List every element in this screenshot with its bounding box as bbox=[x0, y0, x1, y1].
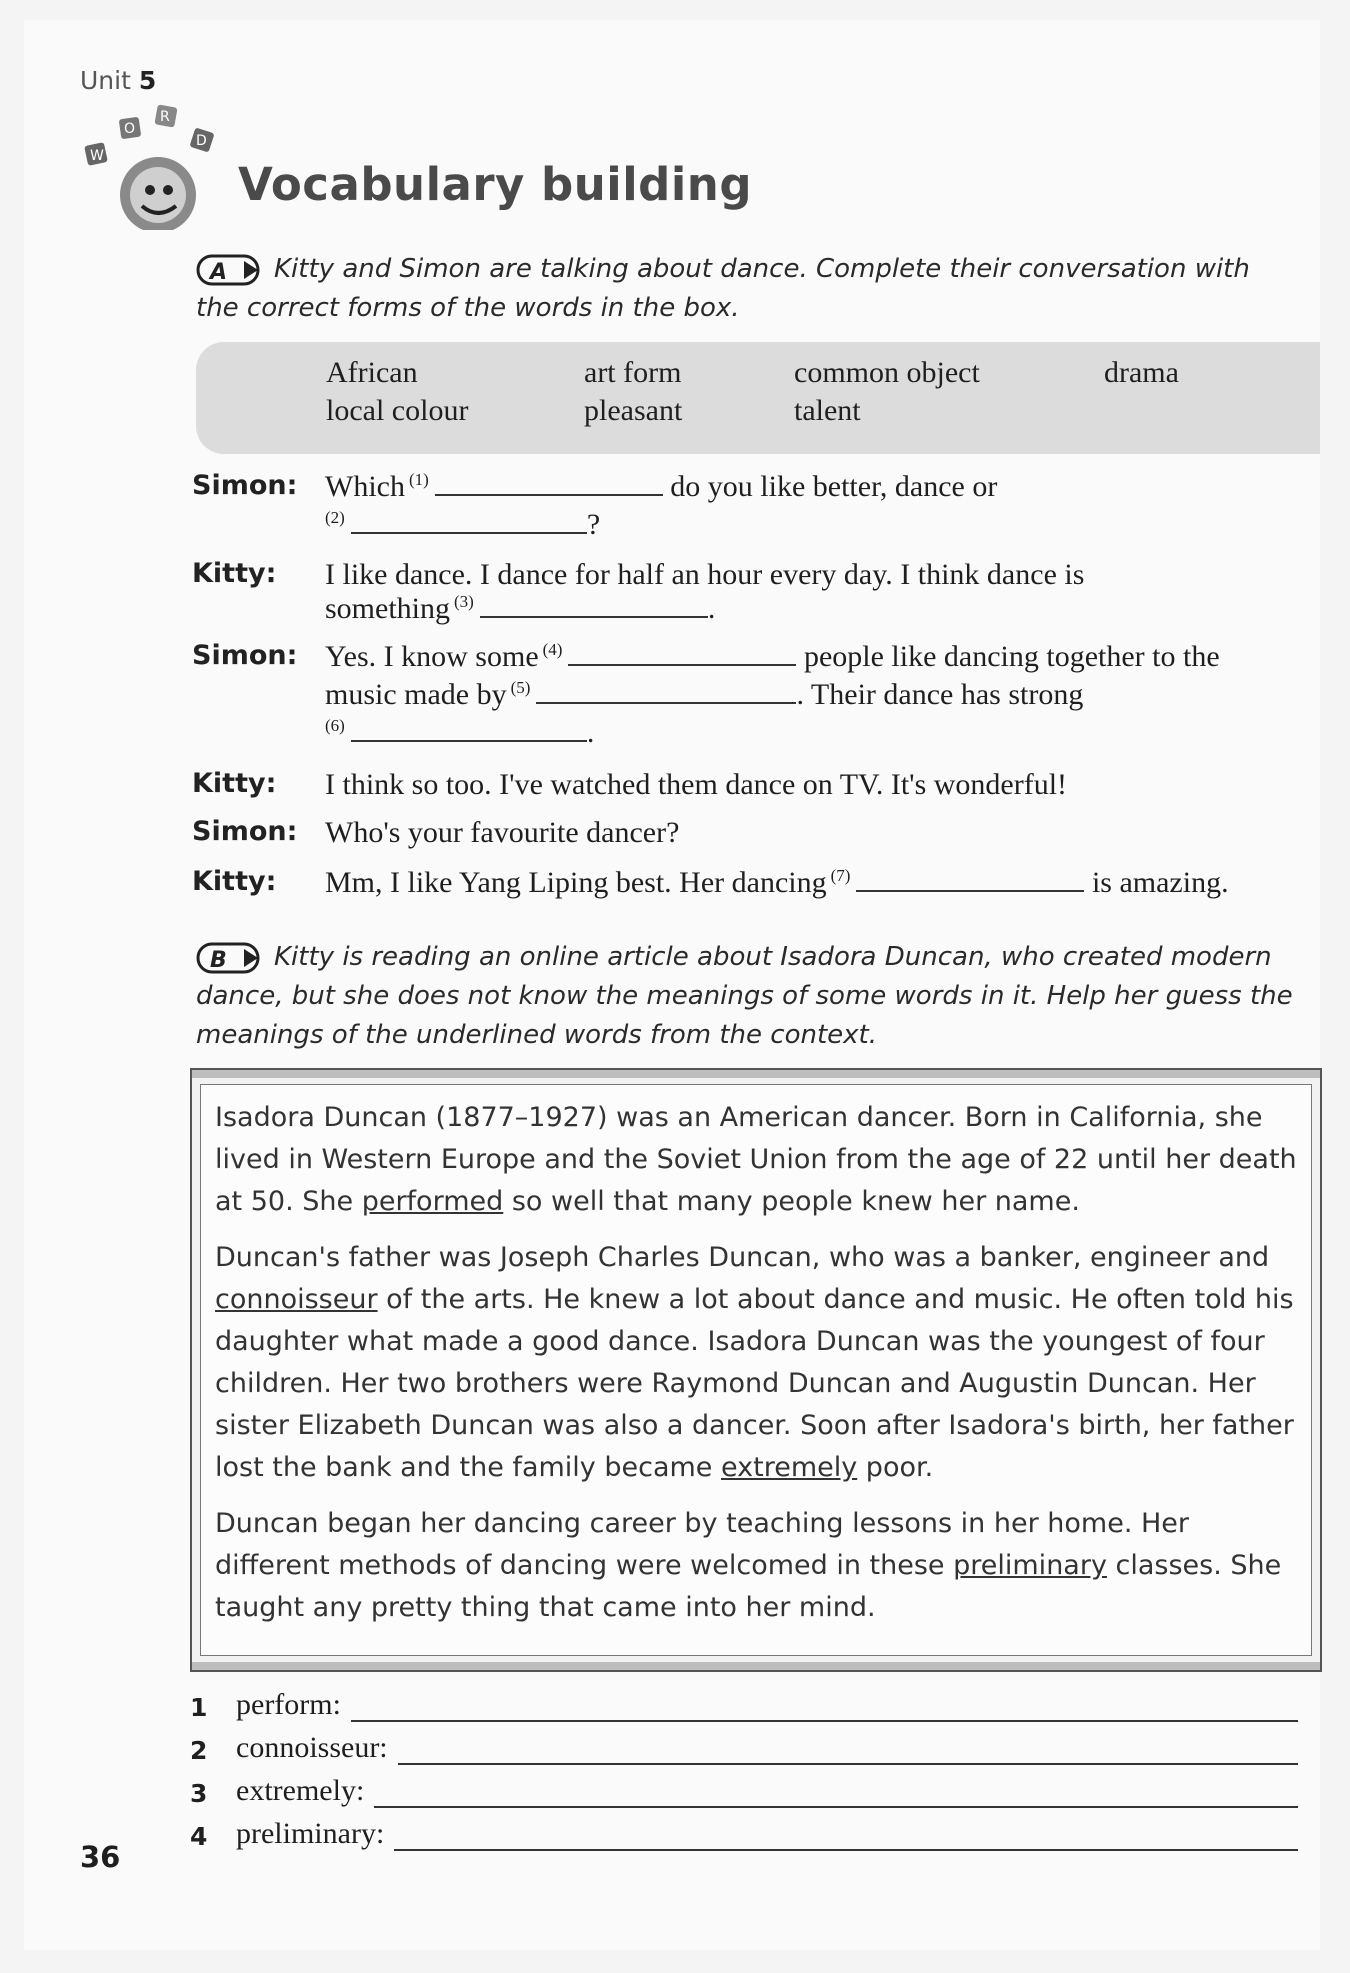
answer-line[interactable] bbox=[394, 1825, 1298, 1851]
word-option: art form bbox=[584, 356, 682, 389]
speaker-label: Simon: bbox=[192, 640, 298, 671]
article-paragraph: Isadora Duncan (1877–1927) was an American dancer. Born in California, she lived in Western Europe and the Soviet Union from the age of 22 until her death at 50. She performed so well that many people knew her name. bbox=[215, 1102, 1297, 1217]
dialogue bbox=[192, 470, 1322, 910]
answer-blank[interactable] bbox=[351, 718, 587, 742]
dialogue-line: I like dance. I dance for half an hour every day. I think dance is bbox=[325, 558, 1085, 591]
dialogue-line: I think so too. I've watched them dance on TV. It's wonderful! bbox=[325, 768, 1068, 801]
answer-blank[interactable] bbox=[351, 510, 587, 534]
svg-text:W: W bbox=[90, 148, 104, 164]
article-paragraph: Duncan began her dancing career by teaching lessons in her home. Her different methods of dancing were welcomed in these preliminary classes. She taught any pretty thing that came into her mind. bbox=[215, 1508, 1282, 1623]
answer-blank[interactable] bbox=[856, 868, 1084, 892]
speaker-label: Kitty: bbox=[192, 558, 277, 589]
underlined-word: preliminary bbox=[953, 1550, 1107, 1581]
dialogue-line: Mm, I like Yang Liping best. Her dancing $^{(7)}$ is amazing. bbox=[325, 866, 1229, 899]
question-item: 1 perform: bbox=[190, 1688, 1298, 1722]
svg-text:A: A bbox=[210, 259, 228, 285]
answer-blank[interactable] bbox=[480, 594, 708, 618]
speaker-label: Simon: bbox=[192, 470, 298, 501]
dialogue-line: Who's your favourite dancer? bbox=[325, 816, 680, 849]
dialogue-line: something $^{(3)}$ . bbox=[325, 592, 716, 625]
dialogue-line: $^{(2)}$ ? bbox=[325, 508, 601, 541]
section-b-badge-icon bbox=[196, 941, 266, 975]
word-option: African bbox=[326, 356, 418, 389]
section-title: Vocabulary building bbox=[238, 158, 753, 211]
svg-text:B: B bbox=[210, 947, 227, 973]
word-option: common object bbox=[794, 356, 980, 389]
underlined-word: performed bbox=[361, 1186, 504, 1217]
question-item: 3 extremely: bbox=[190, 1774, 1298, 1808]
answer-blank[interactable] bbox=[435, 472, 663, 496]
word-box bbox=[196, 342, 1320, 454]
section-b-instruction: B Kitty is reading an online article about Isadora Duncan, who created modern dance, but she does not know the meanings of some words in it. Help her guess the meanings of the underlined words from the context. bbox=[196, 942, 1293, 1050]
word-option: pleasant bbox=[584, 394, 683, 427]
underlined-word: extremely bbox=[721, 1452, 858, 1483]
dialogue-line: $^{(6)}$ . bbox=[325, 716, 595, 749]
word-option: local colour bbox=[326, 394, 469, 427]
article-body[interactable] bbox=[200, 1084, 1312, 1656]
section-a-instruction: A Kitty and Simon are talking about dance. Complete their conversation with the correct forms of the words in the box. bbox=[196, 254, 1250, 323]
page-number: 36 bbox=[80, 1840, 121, 1874]
answer-blank[interactable] bbox=[568, 642, 796, 666]
speaker-label: Simon: bbox=[192, 816, 298, 847]
unit-label: Unit 5 bbox=[80, 66, 157, 95]
article-window bbox=[190, 1068, 1322, 1672]
speaker-label: Kitty: bbox=[192, 768, 277, 799]
answer-blank[interactable] bbox=[536, 680, 796, 704]
answer-line[interactable] bbox=[351, 1696, 1298, 1722]
underlined-word: connoisseur bbox=[215, 1284, 378, 1315]
window-bottom-bar bbox=[192, 1662, 1320, 1670]
dialogue-line: Which $^{(1)}$ do you like better, dance or bbox=[325, 470, 998, 503]
article-paragraph: Duncan's father was Joseph Charles Duncan, who was a banker, engineer and connoisseur of the arts. He knew a lot about dance and music. He often told his daughter what made a good dance. Isadora Duncan was the youngest of four children. Her two brothers were Raymond Duncan and Augustin Duncan. Her sister Elizabeth Duncan was also a dancer. Soon after Isadora's birth, her father lost the bank and the family became extremely poor. bbox=[215, 1242, 1294, 1483]
word-option: talent bbox=[794, 394, 861, 427]
speaker-label: Kitty: bbox=[192, 866, 277, 897]
word-mascot-icon bbox=[80, 100, 240, 230]
svg-text:R: R bbox=[160, 109, 170, 125]
dialogue-line: music made by $^{(5)}$ . Their dance has strong bbox=[325, 678, 1084, 711]
question-item: 2 connoisseur: bbox=[190, 1731, 1298, 1765]
dialogue-line: Yes. I know some $^{(4)}$ people like dancing together to the bbox=[325, 640, 1220, 673]
word-option: drama bbox=[1104, 356, 1179, 389]
section-a-badge-icon bbox=[196, 253, 266, 287]
answer-line[interactable] bbox=[374, 1782, 1298, 1808]
window-top-bar bbox=[192, 1070, 1320, 1078]
svg-text:D: D bbox=[196, 133, 207, 149]
svg-text:O: O bbox=[124, 121, 136, 137]
question-item: 4 preliminary: bbox=[190, 1817, 1298, 1851]
answer-line[interactable] bbox=[398, 1739, 1298, 1765]
